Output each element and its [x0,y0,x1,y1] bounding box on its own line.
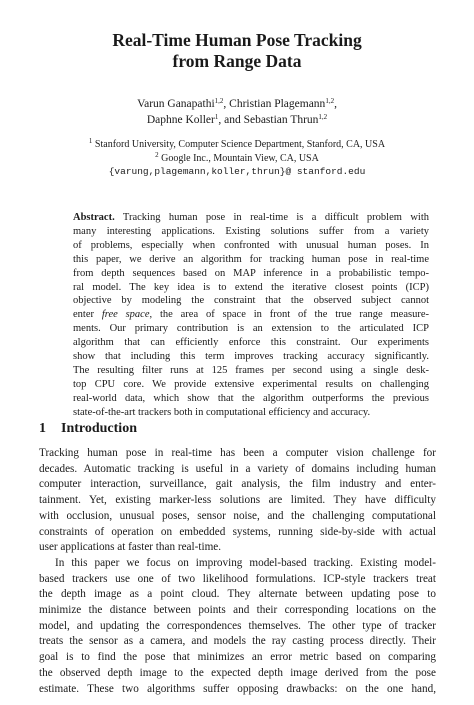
body-line: computer interaction, surveillance, gait analysis, the film industry and enter- [39,478,436,491]
body-line: goal is to find the pose that minimizes an error metric based on comparing [39,651,436,664]
affiliation-1 [0,138,474,152]
body-line: the observed depth image to the expected depth image derived from the pose [39,666,436,679]
abstract-line: top CPU core. We provide extensive experimental results on challenging [73,378,429,390]
title-line-2: from Range Data [172,51,302,71]
body-line: minimize the distance between points and their corresponding locations on the [39,604,436,617]
body-line: decades. Automatic tracking is useful in a variety of domains including human [39,462,436,475]
affiliation-mark: 2 [155,150,159,159]
abstract-line: real-world data, which show that the algorithm outperforms the previous [73,392,429,404]
body-line: model, and updating the correspondences themselves. The other type of tracker [39,619,436,632]
body-line: the depth image as a point cloud. They alternate between updating pose to [39,588,436,601]
abstract-line: from depth sequences based on MAP inference in a probabilistic tempo- [73,267,429,279]
author-emails [0,165,474,179]
affiliation-mark: 1,2 [318,113,328,121]
section-title: Introduction [61,421,137,436]
abstract-line: many interesting applications. Existing solutions suffer from a variety [73,225,429,237]
body-line: user applications at faster than real-time. [39,541,222,554]
author-list [0,96,474,128]
author-name: Daphne Koller [146,114,215,126]
body-line: constraints of operation on embedded systems, running side-by-side with actual [39,525,436,538]
abstract-line: Abstract. Tracking human pose in real-time is a difficult problem with [73,212,429,223]
abstract-line: algorithm that can efficiently enforce this constraint. Our experiments [73,337,429,349]
affiliations [0,138,474,179]
body-line: with occlusion, unusual poses, sensor noise, and the challenging computational [39,509,436,522]
abstract-line: this paper, we derive an algorithm for tracking human pose in real-time [73,253,429,265]
body-line: estimate. These two algorithms suffer opposing drawbacks: on the one hand, [39,682,436,695]
body-line: based trackers use one of two likelihood formulations. ICP-style trackers treat [39,572,436,585]
body-line: tainment. Yet, existing marker-less solutions are limited. They have difficulty [39,494,436,507]
author-name: Varun Ganapathi [137,98,215,110]
author-separator: , [334,98,337,110]
abstract-line: enter free space, the area of space in front of the true range measure- [73,309,429,321]
body-text [39,446,436,697]
abstract-line: of problems, especially when confronted with unusual human poses. In [73,239,429,251]
author-line-1 [0,96,474,112]
body-line: Tracking human pose in real-time has been a computer vision challenge for [39,447,436,459]
section-heading [39,421,137,437]
affiliation-mark: 1 [88,137,93,145]
paper-title [0,30,474,72]
email-domain: stanford.edu [291,166,366,177]
author-line-2 [0,112,474,128]
title-line-1: Real-Time Human Pose Tracking [112,30,362,50]
abstract-label: Abstract. [73,212,115,223]
abstract-line: ments. Our primary contribution is an extension to the articulated ICP [73,323,429,335]
affiliation-mark: 1,2 [325,97,335,105]
body-line: In this paper we focus on improving model-based tracking. Existing model- [55,556,436,569]
affiliation-mark: 1,2 [214,97,224,105]
abstract-line: ral model. The key idea is to extend the iterative closest points (ICP) [73,281,429,293]
abstract [73,211,429,420]
abstract-line: objective by modeling the constraint that the observed subject cannot [73,295,429,307]
section-number: 1 [39,421,46,436]
abstract-line: The resulting filter runs at 125 frames per second using a single desk- [73,364,429,376]
abstract-line: show that including this term improves tracking accuracy significantly. [73,351,429,363]
emphasis-free-space: free space [101,309,150,321]
email-addresses: {varung,plagemann,koller,thrun}@ [108,166,292,177]
affiliation-mark: 1 [214,113,219,121]
affiliation-text: Stanford University, Computer Science Department, Stanford, CA, USA [92,139,386,150]
author-name: , and Sebastian Thrun [218,114,319,126]
author-name: , Christian Plagemann [223,98,326,110]
body-line: treats the sensor as a camera, and models the ray casting process directly. Their [39,635,436,648]
abstract-line: state-of-the-art trackers both in computational efficiency and accuracy. [73,406,371,418]
affiliation-text: Google Inc., Mountain View, CA, USA [158,152,319,164]
affiliation-2 [0,152,474,166]
